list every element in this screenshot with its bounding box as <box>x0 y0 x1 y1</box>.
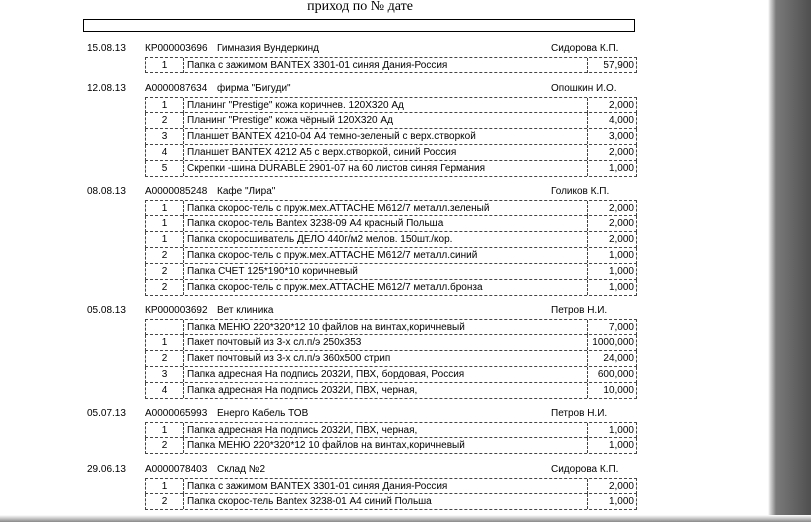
row-amount: 3,000 <box>608 131 634 142</box>
row-number: 3 <box>146 367 184 382</box>
group-header <box>0 41 760 57</box>
page-bottom-shadow <box>0 515 811 522</box>
group-date: 12.08.13 <box>87 83 126 94</box>
title-box <box>83 19 635 32</box>
row-item-name: Планшет BANTEX 4210-04 А4 темно-зеленый с верх.створкой <box>187 131 476 142</box>
group-client: фирма "Бигуди" <box>217 83 291 94</box>
table-row <box>145 319 637 335</box>
row-amount: 2,000 <box>608 100 634 111</box>
row-number: 1 <box>146 335 184 350</box>
row-item-name: Папка адресная На подпись 2032И, ПВХ, черная, <box>187 385 418 396</box>
table-row <box>145 161 637 177</box>
row-amount: 1,000 <box>608 266 634 277</box>
amount-separator <box>587 58 588 73</box>
row-number: 2 <box>146 113 184 128</box>
table-row <box>145 57 637 73</box>
row-item-name: Папка скоросшиватель ДЕЛО 440г/м2 мелов. 150шт./кор. <box>187 234 453 245</box>
group-header <box>0 303 760 319</box>
table-row <box>145 280 637 296</box>
row-item-name: Папка МЕНЮ 220*320*12 10 файлов на винтах,коричневый <box>187 440 465 451</box>
amount-separator <box>587 161 588 176</box>
row-number <box>146 320 184 335</box>
group-date: 29.06.13 <box>87 464 126 475</box>
table-row <box>145 422 637 438</box>
group-client: Склад №2 <box>217 464 266 475</box>
row-item-name: Папка адресная На подпись 2032И, ПВХ, бордовая, Россия <box>187 369 465 380</box>
amount-separator <box>587 335 588 350</box>
row-amount: 1,000 <box>608 440 634 451</box>
table-row <box>145 129 637 145</box>
report-group <box>0 406 760 454</box>
amount-separator <box>587 232 588 247</box>
row-amount: 4,000 <box>608 115 634 126</box>
table-row <box>145 335 637 351</box>
row-item-name: Скрепки -шина DURABLE 2901-07 на 60 листов синяя Германия <box>187 163 486 174</box>
row-number: 2 <box>146 351 184 366</box>
amount-separator <box>587 129 588 144</box>
row-amount: 2,000 <box>608 203 634 214</box>
table-row <box>145 264 637 280</box>
report-group <box>0 81 760 177</box>
table-row <box>145 232 637 248</box>
amount-separator <box>587 479 588 494</box>
row-number: 3 <box>146 129 184 144</box>
table-row <box>145 248 637 264</box>
amount-separator <box>587 98 588 113</box>
row-item-name: Планшет BANTEX 4212 А5 с верх.створкой, синий Россия <box>187 147 457 158</box>
amount-separator <box>587 280 588 295</box>
row-item-name: Папка скорос-тель Bantex 3238-01 А4 синий Польша <box>187 496 432 507</box>
row-item-name: Пакет почтовый из 3-х сл.п/э 360х500 стрип <box>187 353 391 364</box>
row-item-name: Папка скорос-тель Bantex 3238-09 А4 красный Польша <box>187 218 444 229</box>
group-date: 05.07.13 <box>87 408 126 419</box>
row-item-name: Папка с зажимом BANTEX 3301-01 синяя Дания-Россия <box>187 481 448 492</box>
group-manager: Сидорова К.П. <box>551 43 619 54</box>
amount-separator <box>587 264 588 279</box>
amount-separator <box>587 367 588 382</box>
amount-separator <box>587 383 588 398</box>
table-row <box>145 216 637 232</box>
row-item-name: Папка с зажимом BANTEX 3301-01 синяя Дания-Россия <box>187 60 448 71</box>
row-amount: 1000,000 <box>592 337 634 348</box>
row-number: 2 <box>146 264 184 279</box>
row-item-name: Папка МЕНЮ 220*320*12 10 файлов на винтах,коричневый <box>187 322 465 333</box>
row-amount: 24,000 <box>603 353 634 364</box>
row-number: 2 <box>146 248 184 263</box>
report-group <box>0 41 760 73</box>
window-edge-shadow <box>768 0 811 522</box>
row-number: 5 <box>146 161 184 176</box>
group-header <box>0 184 760 200</box>
group-date: 05.08.13 <box>87 305 126 316</box>
row-item-name: Пакет почтовый из 3-х сл.п/э 250х353 <box>187 337 362 348</box>
amount-separator <box>587 201 588 216</box>
amount-separator <box>587 423 588 438</box>
table-row <box>145 351 637 367</box>
row-number: 1 <box>146 216 184 231</box>
row-item-name: Папка скорос-тель с пруж.мех.ATTACHE М612/7 металл.бронза <box>187 282 483 293</box>
table-row <box>145 438 637 454</box>
row-amount: 2,000 <box>608 147 634 158</box>
row-number: 1 <box>146 479 184 494</box>
row-number: 2 <box>146 280 184 295</box>
row-number: 4 <box>146 383 184 398</box>
amount-separator <box>587 113 588 128</box>
group-doc-number: А0000087634 <box>145 83 208 94</box>
group-client: Кафе "Лира" <box>217 186 276 197</box>
row-number: 2 <box>146 494 184 509</box>
group-header <box>0 462 760 478</box>
row-amount: 57,900 <box>603 60 634 71</box>
amount-separator <box>587 248 588 263</box>
row-item-name: Папка СЧЕТ 125*190*10 коричневый <box>187 266 358 277</box>
row-item-name: Папка скорос-тель с пруж.мех.ATTACHE М612/7 металл.зеленый <box>187 203 490 214</box>
table-row <box>145 200 637 216</box>
row-amount: 600,000 <box>597 369 634 380</box>
amount-separator <box>587 438 588 453</box>
table-row <box>145 383 637 399</box>
row-number: 1 <box>146 201 184 216</box>
table-row <box>145 97 637 113</box>
row-number: 4 <box>146 145 184 160</box>
group-manager: Голиков К.П. <box>551 186 610 197</box>
amount-separator <box>587 216 588 231</box>
table-row <box>145 478 637 494</box>
row-number: 2 <box>146 438 184 453</box>
report-group <box>0 462 760 510</box>
row-item-name: Планинг "Prestige" кожа коричнев. 120Х320 Ад <box>187 100 404 111</box>
row-amount: 1,000 <box>608 425 634 436</box>
group-header <box>0 406 760 422</box>
row-amount: 1,000 <box>608 496 634 507</box>
row-item-name: Папка адресная На подпись 2032И, ПВХ, черная, <box>187 425 418 436</box>
group-manager: Опошкин И.О. <box>551 83 617 94</box>
table-row <box>145 113 637 129</box>
row-item-name: Планинг "Prestige" кожа чёрный 120Х320 Ад <box>187 115 393 126</box>
row-amount: 1,000 <box>608 282 634 293</box>
group-client: Енерго Кабель ТОВ <box>217 408 309 419</box>
group-manager: Петров Н.И. <box>551 305 608 316</box>
amount-separator <box>587 320 588 335</box>
row-amount: 10,000 <box>603 385 634 396</box>
report-title: приход по № дате <box>307 0 413 14</box>
row-number: 1 <box>146 58 184 73</box>
row-amount: 7,000 <box>608 322 634 333</box>
amount-separator <box>587 351 588 366</box>
group-header <box>0 81 760 97</box>
group-doc-number: А0000085248 <box>145 186 208 197</box>
group-client: Гимназия Вундеркинд <box>217 43 320 54</box>
group-doc-number: КР000003696 <box>145 43 208 54</box>
group-doc-number: А0000065993 <box>145 408 208 419</box>
row-amount: 2,000 <box>608 234 634 245</box>
amount-separator <box>587 145 588 160</box>
group-date: 08.08.13 <box>87 186 126 197</box>
row-amount: 2,000 <box>608 218 634 229</box>
row-number: 1 <box>146 423 184 438</box>
report-group <box>0 184 760 296</box>
row-number: 1 <box>146 232 184 247</box>
row-amount: 1,000 <box>608 163 634 174</box>
row-item-name: Папка скорос-тель с пруж.мех.ATTACHE М612/7 металл.синий <box>187 250 478 261</box>
table-row <box>145 367 637 383</box>
row-amount: 2,000 <box>608 481 634 492</box>
group-manager: Петров Н.И. <box>551 408 608 419</box>
group-date: 15.08.13 <box>87 43 126 54</box>
row-amount: 1,000 <box>608 250 634 261</box>
table-row <box>145 145 637 161</box>
row-number: 1 <box>146 98 184 113</box>
amount-separator <box>587 494 588 509</box>
group-client: Вет клиника <box>217 305 274 316</box>
report-group <box>0 303 760 399</box>
group-doc-number: КР000003692 <box>145 305 208 316</box>
group-manager: Сидорова К.П. <box>551 464 619 475</box>
group-doc-number: А0000078403 <box>145 464 208 475</box>
table-row <box>145 494 637 510</box>
